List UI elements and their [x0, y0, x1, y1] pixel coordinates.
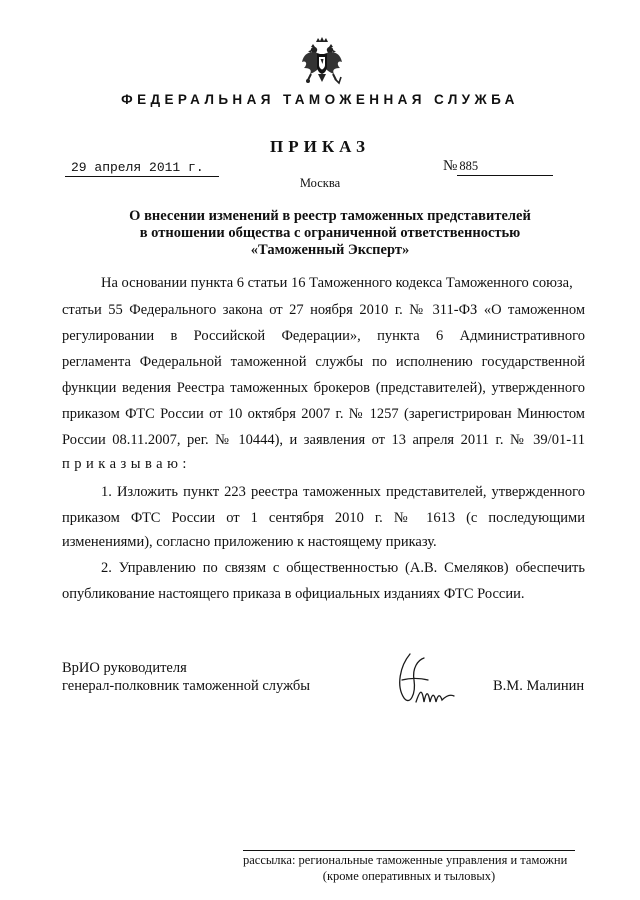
preamble-line: На основании пункта 6 статьи 16 Таможенного кодекса Таможенного союза, — [101, 275, 573, 291]
preamble-line: регулировании в Российской Федерации», пункта 6 Административного — [62, 328, 585, 344]
item-1-line: изменениями), согласно приложению к настоящему приказу. — [62, 534, 437, 550]
distribution-divider — [243, 850, 575, 851]
double-headed-eagle-emblem-icon — [300, 36, 344, 86]
heading-line: О внесении изменений в реестр таможенных представителей — [129, 208, 531, 224]
signer-position-line-2: генерал-полковник таможенной службы — [62, 678, 311, 694]
handwritten-signature — [390, 650, 462, 714]
agency-name: ФЕДЕРАЛЬНАЯ ТАМОЖЕННАЯ СЛУЖБА — [121, 92, 519, 107]
order-number — [443, 158, 553, 176]
order-word: приказываю: — [62, 456, 191, 472]
distribution-line: (кроме оперативных и тыловых) — [322, 869, 496, 883]
item-1-line: 1. Изложить пункт 223 реестра таможенных представителей, утвержденного — [101, 484, 585, 500]
item-2-line: 2. Управлению по связям с общественностью (А.В. Смеляков) обеспечить — [101, 560, 585, 576]
heading-line: «Таможенный Эксперт» — [250, 242, 410, 258]
preamble-line: приказом ФТС России от 10 октября 2007 г. № 1257 (зарегистрирован Минюстом — [62, 406, 585, 422]
preamble-line: России 08.11.2007, рег. № 10444), и заявления от 13 апреля 2011 г. № 39/01-11 — [62, 432, 585, 448]
signer-position-line-1: ВрИО руководителя — [62, 660, 187, 676]
document-type-title: ПРИКАЗ — [270, 137, 370, 156]
order-date: 29 апреля 2011 г. — [65, 160, 219, 177]
preamble-line: регламента Федеральной таможенной службы по исполнению государственной — [62, 354, 585, 370]
signer-name: В.М. Малинин — [493, 678, 585, 694]
order-city: Москва — [299, 176, 341, 190]
preamble-line: функции ведения Реестра таможенных брокеров (представителей), утвержденного — [62, 380, 585, 396]
preamble-line: статьи 55 Федерального закона от 27 ноября 2010 г. № 311-ФЗ «О таможенном — [62, 302, 585, 318]
number-sign: № — [443, 158, 458, 174]
order-heading — [80, 208, 580, 259]
order-number-value: 885 — [457, 158, 553, 176]
item-1-line: приказом ФТС России от 1 сентября 2010 г. № 1613 (с последующими — [62, 510, 585, 526]
distribution-line: рассылка: региональные таможенные управления и таможни — [243, 853, 568, 867]
heading-line: в отношении общества с ограниченной ответственностью — [139, 225, 521, 241]
item-2-line: опубликование настоящего приказа в официальных изданиях ФТС России. — [62, 586, 525, 602]
